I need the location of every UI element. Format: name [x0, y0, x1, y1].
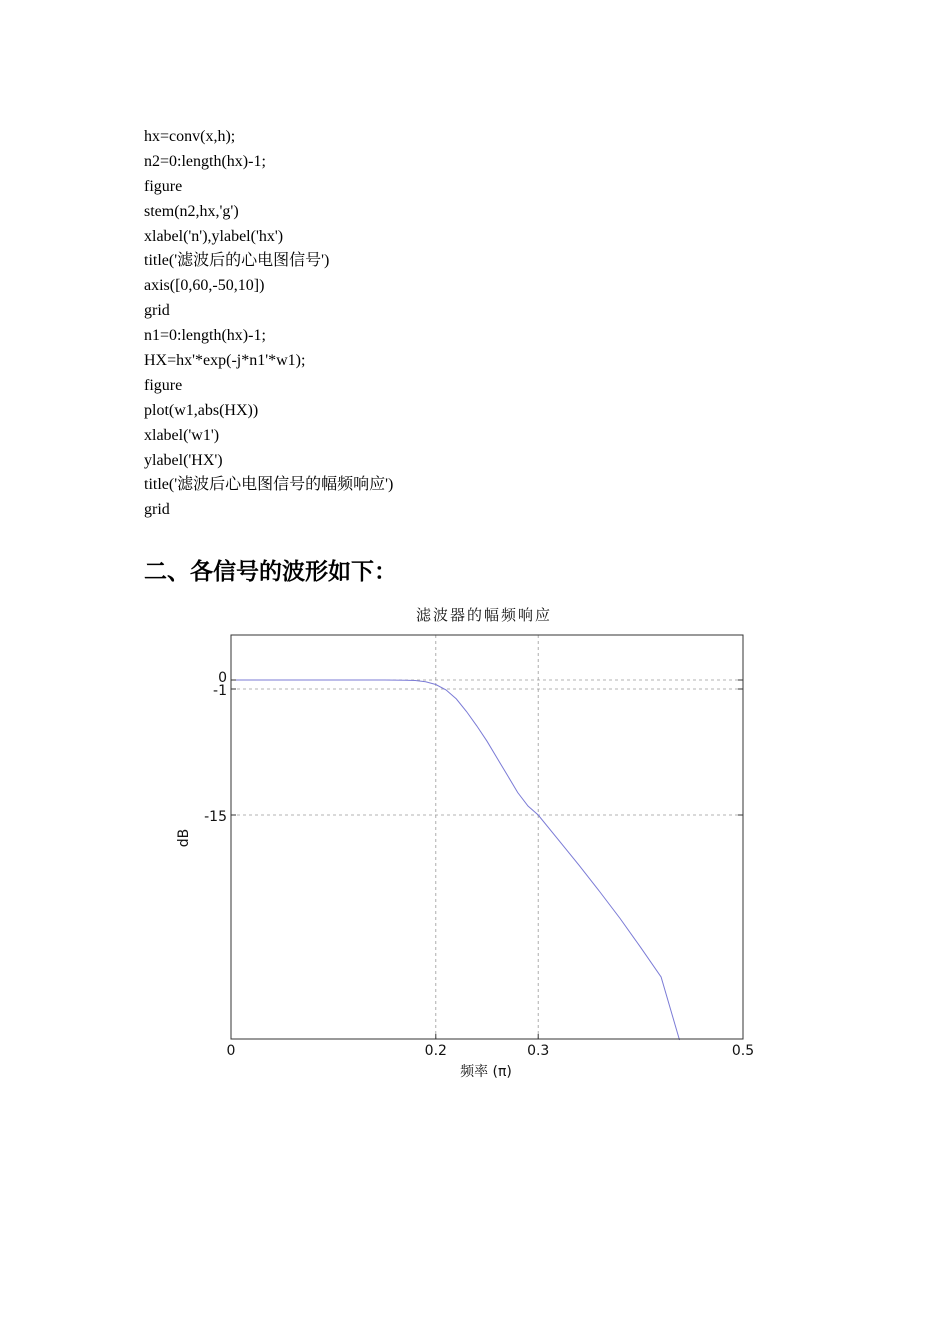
code-line: n1=0:length(hx)-1; — [144, 327, 266, 345]
y-tick-label: -1 — [213, 683, 227, 699]
code-line: xlabel('n'),ylabel('hx') — [144, 227, 284, 245]
section-heading: 二、各信号的波形如下： — [144, 559, 397, 585]
x-axis-label: 频率 (π) — [460, 1064, 512, 1080]
code-line: grid — [144, 501, 170, 519]
x-tick-label: 0.2 — [424, 1043, 447, 1059]
y-tick-label: -15 — [204, 809, 227, 825]
code-line: figure — [144, 177, 183, 195]
code-line: grid — [144, 302, 170, 320]
code-line: hx=conv(x,h); — [144, 128, 236, 145]
code-line: axis([0,60,-50,10]) — [144, 277, 265, 295]
code-line: title('滤波后的心电图信号') — [144, 252, 330, 270]
magnitude-response-line — [231, 680, 680, 1040]
x-tick-label: 0 — [226, 1043, 236, 1059]
chart-ticks — [204, 670, 754, 1059]
x-tick-label: 0.3 — [527, 1043, 550, 1059]
code-line: HX=hx'*exp(-j*n1'*w1); — [144, 352, 306, 370]
code-line: plot(w1,abs(HX)) — [144, 401, 259, 419]
code-line: n2=0:length(hx)-1; — [144, 152, 266, 170]
chart-grid — [231, 635, 743, 1039]
code-line: stem(n2,hx,'g') — [144, 202, 239, 220]
chart-series-layer — [231, 680, 680, 1040]
code-line: ylabel('HX') — [144, 451, 223, 469]
x-tick-label: 0.5 — [731, 1043, 755, 1059]
y-axis-label: dB — [176, 828, 192, 848]
code-line: title('滤波后心电图信号的幅频响应') — [144, 476, 394, 494]
code-line: xlabel('w1') — [144, 426, 220, 444]
chart-title: 滤波器的幅频响应 — [415, 606, 553, 624]
code-line: figure — [144, 376, 183, 394]
plot-frame — [231, 635, 743, 1039]
y-tick-label: 0 — [218, 670, 227, 686]
